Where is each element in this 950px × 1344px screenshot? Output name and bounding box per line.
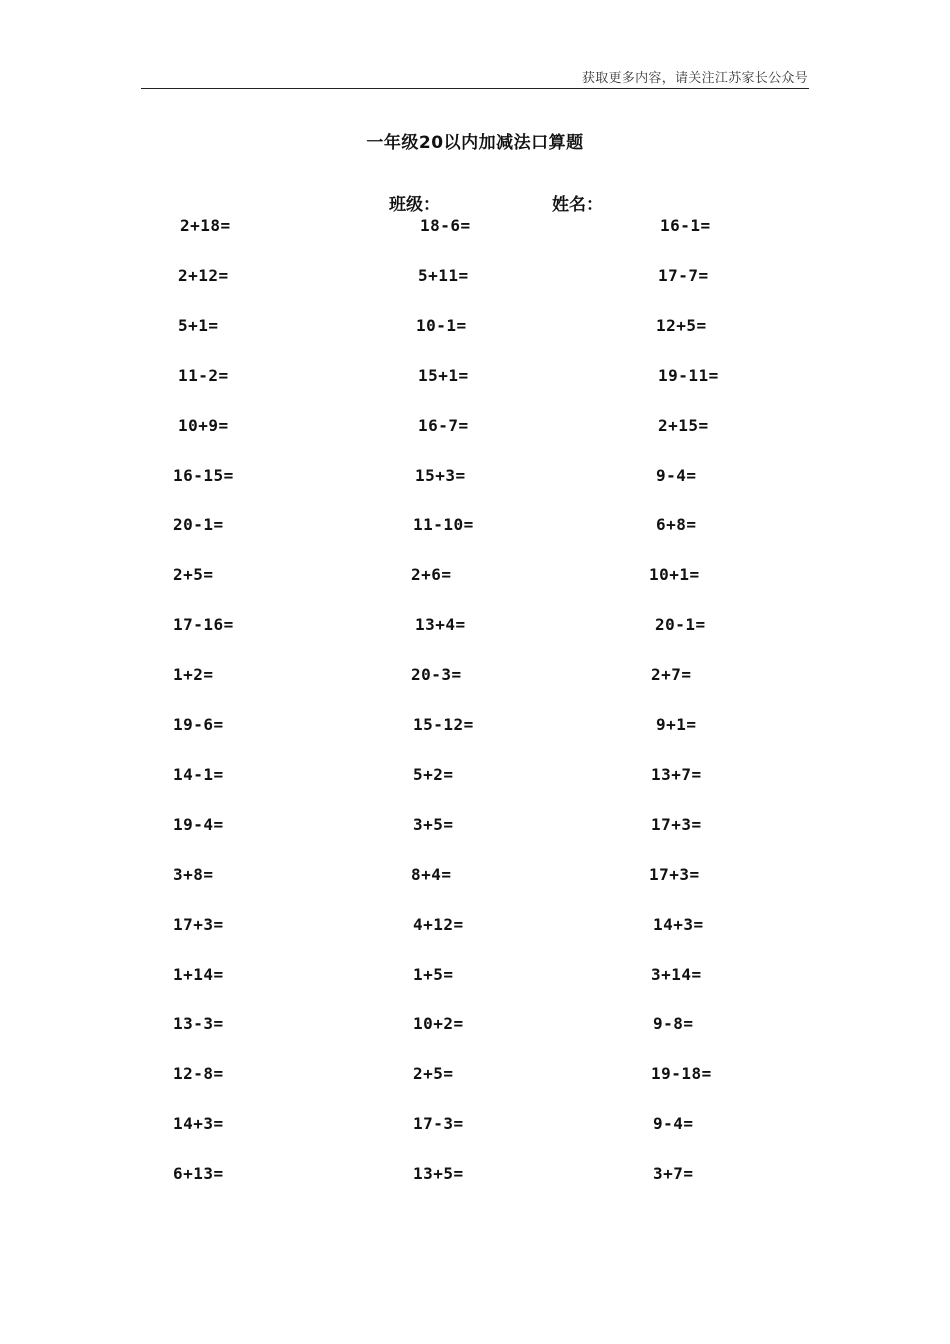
problem-r20-c1: 6+13= [173,1164,224,1184]
problem-r15-c1: 17+3= [173,914,224,934]
problem-r4-c3: 19-11= [658,365,719,385]
problem-r20-c2: 13+5= [413,1164,464,1184]
problem-r8-c3: 10+1= [649,565,700,585]
problem-r7-c3: 6+8= [656,515,697,535]
problem-r12-c2: 5+2= [413,764,454,784]
problem-r14-c2: 8+4= [411,864,452,884]
problem-r13-c1: 19-4= [173,814,224,834]
problem-r5-c2: 16-7= [418,415,469,435]
problem-r19-c2: 17-3= [413,1114,464,1134]
problem-r4-c1: 11-2= [178,365,229,385]
problem-r9-c2: 13+4= [415,615,466,635]
problem-r14-c1: 3+8= [173,864,214,884]
problem-r9-c3: 20-1= [655,615,706,635]
problem-r7-c2: 11-10= [413,515,474,535]
problem-r16-c2: 1+5= [413,964,454,984]
problem-r3-c1: 5+1= [178,315,219,335]
problem-r17-c2: 10+2= [413,1014,464,1034]
page-title: 一年级20以内加减法口算题 [366,133,584,153]
problem-r8-c2: 2+6= [411,565,452,585]
problem-r18-c3: 19-18= [651,1064,712,1084]
problem-r13-c2: 3+5= [413,814,454,834]
name-label: 姓名： [552,195,603,215]
header-note: 获取更多内容，请关注江苏家长公众号 [581,71,808,86]
problem-r18-c2: 2+5= [413,1064,454,1084]
problem-r8-c1: 2+5= [173,565,214,585]
problem-r18-c1: 12-8= [173,1064,224,1084]
problem-r2-c1: 2+12= [178,265,229,285]
problem-r15-c3: 14+3= [653,914,704,934]
problem-r19-c3: 9-4= [653,1114,694,1134]
problem-r2-c2: 5+11= [418,265,469,285]
problem-r6-c2: 15+3= [415,465,466,485]
problem-r17-c1: 13-3= [173,1014,224,1034]
problem-r13-c3: 17+3= [651,814,702,834]
problem-r12-c1: 14-1= [173,764,224,784]
problem-r11-c1: 19-6= [173,715,224,734]
problem-r14-c3: 17+3= [649,864,700,884]
problem-r9-c1: 17-16= [173,615,234,635]
problem-r17-c3: 9-8= [653,1014,694,1034]
problem-r1-c1: 2+18= [180,216,231,235]
problem-r10-c3: 2+7= [651,665,692,685]
problem-r10-c1: 1+2= [173,665,214,685]
problem-r5-c3: 2+15= [658,415,709,435]
problem-r16-c3: 3+14= [651,964,702,984]
problem-r6-c3: 9-4= [656,465,697,485]
problem-r4-c2: 15+1= [418,365,469,385]
problem-r19-c1: 14+3= [173,1114,224,1134]
problem-r3-c3: 12+5= [656,315,707,335]
problem-r11-c2: 15-12= [413,715,474,734]
problem-r15-c2: 4+12= [413,914,464,934]
problem-r7-c1: 20-1= [173,515,224,535]
problem-r11-c3: 9+1= [656,715,697,734]
problem-r10-c2: 20-3= [411,665,462,685]
problem-r1-c3: 16-1= [660,216,711,235]
problem-r2-c3: 17-7= [658,265,709,285]
class-label: 班级： [389,195,440,215]
problem-r3-c2: 10-1= [416,315,467,335]
problem-r5-c1: 10+9= [178,415,229,435]
problem-r12-c3: 13+7= [651,764,702,784]
problem-r16-c1: 1+14= [173,964,224,984]
problem-r1-c2: 18-6= [420,216,471,235]
problem-r6-c1: 16-15= [173,465,234,485]
problem-r20-c3: 3+7= [653,1164,694,1184]
